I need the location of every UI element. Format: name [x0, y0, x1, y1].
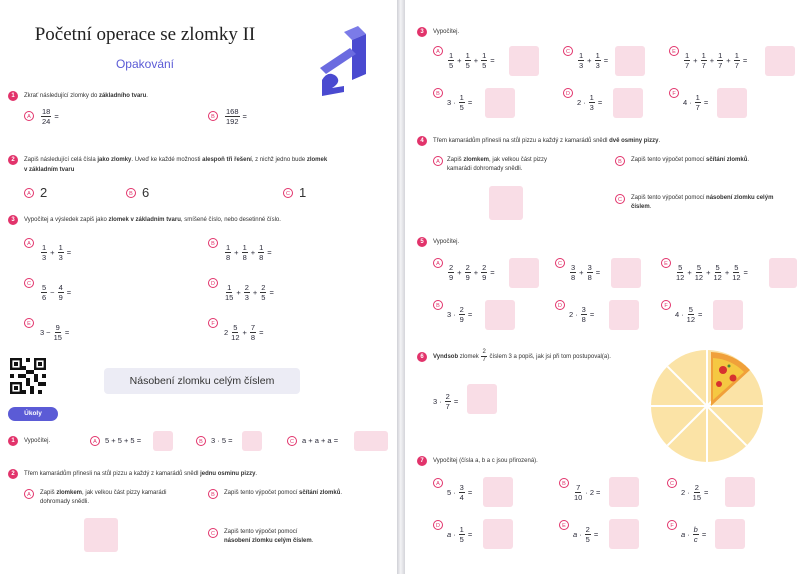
expression: 3 − $\frac{9}{15}$ =	[40, 323, 70, 342]
option-label: A	[24, 111, 34, 121]
subtask-text: Zapiš tento výpočet pomocí sčítání zlomků.	[631, 157, 750, 163]
answer-box[interactable]	[354, 431, 388, 451]
task-number: 6	[417, 352, 427, 362]
task-instruction: Vypočítej.	[433, 239, 460, 245]
answer-box[interactable]	[509, 258, 539, 288]
answer-box[interactable]	[509, 46, 539, 76]
expression: $\frac{5}{12}$ + $\frac{5}{12}$ + $\frac{5}{12}$ + $\frac{5}{12}$ =	[676, 263, 748, 282]
task-instruction: Třem kamarádům přinesli na stůl pizzu a každý z kamarádů snědl dvě osminy pizzy.	[433, 138, 661, 144]
answer-box[interactable]	[153, 431, 173, 451]
answer-box[interactable]	[242, 431, 262, 451]
expression: $\frac{1}{3}$ + $\frac{1}{3}$ =	[42, 243, 72, 262]
task-number: 2	[8, 469, 18, 479]
expression: 3 · $\frac{1}{5}$ =	[447, 93, 473, 112]
option-label: B	[433, 88, 443, 98]
option-label: A	[24, 188, 34, 198]
expression: $\frac{7}{10}$ · 2 =	[574, 483, 601, 502]
expression: $\frac{1}{5}$ + $\frac{1}{5}$ + $\frac{1}{5}$ =	[449, 51, 495, 70]
option-label: A	[433, 478, 443, 488]
option-label: C	[24, 278, 34, 288]
task-instruction: Zapiš následující celá čísla jako zlomky. Uveď ke každé možnosti alespoň tři řešení, z nichž jedno bude zlomek v základním tvaru	[24, 157, 328, 173]
option-label: E	[559, 520, 569, 530]
option-label: A	[24, 489, 34, 499]
expression: $\frac{1}{7}$ + $\frac{1}{7}$ + $\frac{1}{7}$ + $\frac{1}{7}$ =	[685, 51, 748, 70]
task-instruction: Vypočítej (čísla a, b a c jsou přirozená).	[433, 458, 538, 464]
number-value: 1	[299, 185, 307, 200]
option-label: C	[283, 188, 293, 198]
option-label: D	[555, 300, 565, 310]
option-label: B	[208, 238, 218, 248]
tasks-pill: Úkoly	[8, 407, 58, 421]
option-label: B	[615, 156, 625, 166]
task-instruction: Vyndsob zlomek $\frac{2}{7}$ číslem 3 a popiš, jak jsi při tom postupoval(a).	[433, 349, 611, 363]
fraction-logo-icon	[314, 24, 376, 98]
option-label: E	[669, 46, 679, 56]
task-number: 2	[8, 155, 18, 165]
option-label: B	[196, 436, 206, 446]
number-value: 6	[142, 185, 150, 200]
task-instruction: Vypočítej.	[433, 29, 460, 35]
expression: $\frac{1}{15}$ + $\frac{2}{3}$ + $\frac{2}{5}$ =	[225, 283, 274, 302]
answer-box[interactable]	[609, 519, 639, 549]
answer-box[interactable]	[467, 384, 497, 414]
option-label: D	[433, 520, 443, 530]
task-instruction: Třem kamarádům přinesli na stůl pizzu a každý z kamarádů snědl jednu osminu pizzy.	[24, 471, 258, 477]
option-label: C	[287, 436, 297, 446]
expression: 4 · $\frac{1}{7}$ =	[683, 93, 709, 112]
option-label: B	[208, 111, 218, 121]
expression: 5 + 5 + 5 =	[105, 436, 142, 445]
answer-box[interactable]	[725, 477, 755, 507]
option-label: C	[555, 258, 565, 268]
qr-code-icon[interactable]	[10, 358, 46, 394]
page-subtitle: Opakování	[115, 57, 175, 71]
answer-box[interactable]	[609, 300, 639, 330]
expression: 5 · $\frac{3}{4}$ =	[447, 483, 473, 502]
answer-box[interactable]	[489, 186, 523, 220]
task-instruction: Vypočítej a výsledek zapiš jako zlomek v základním tvaru, smíšené číslo, nebo desetinné číslo.	[24, 217, 281, 223]
subtask-text: Zapiš tento výpočet pomocí násobení zlomku celým číslem.	[224, 529, 314, 544]
task-number: 5	[417, 237, 427, 247]
subtask-text: Zapiš zlomkem, jak velkou část pizzy kamarádi dohromady snědli.	[447, 157, 548, 172]
answer-box[interactable]	[713, 300, 743, 330]
expression: a + a + a =	[302, 436, 339, 445]
expression: $\frac{1}{8}$ + $\frac{1}{8}$ + $\frac{1}{8}$ =	[226, 243, 272, 262]
expression: 2 · $\frac{2}{15}$ =	[681, 483, 709, 502]
subtask-text: Zapiš tento výpočet pomocí násobení zlomku celým číslem.	[631, 195, 774, 210]
answer-box[interactable]	[615, 46, 645, 76]
expression: 2 · $\frac{1}{3}$ =	[577, 93, 603, 112]
option-label: A	[24, 238, 34, 248]
answer-box[interactable]	[84, 518, 118, 552]
expression: 3 · $\frac{2}{9}$ =	[447, 305, 473, 324]
option-label: C	[208, 528, 218, 538]
expression: 4 · $\frac{5}{12}$ =	[675, 305, 703, 324]
pizza-icon	[649, 348, 765, 464]
expression: $\frac{3}{8}$ + $\frac{3}{8}$ =	[571, 263, 601, 282]
answer-box[interactable]	[483, 477, 513, 507]
option-label: D	[208, 278, 218, 288]
right-page	[405, 0, 800, 574]
task-number: 4	[417, 136, 427, 146]
subtask-text: Zapiš tento výpočet pomocí sčítání zlomků.	[224, 490, 343, 496]
number-value: 2	[40, 185, 48, 200]
option-label: F	[667, 520, 677, 530]
option-label: E	[661, 258, 671, 268]
answer-box[interactable]	[485, 300, 515, 330]
option-label: E	[24, 318, 34, 328]
task-number: 3	[8, 215, 18, 225]
option-label: B	[433, 300, 443, 310]
expression: a · $\frac{b}{c}$ =	[681, 525, 707, 544]
expression: $\frac{5}{6}$ − $\frac{4}{9}$ =	[42, 283, 72, 302]
option-label: F	[208, 318, 218, 328]
expression: $\frac{168}{192}$ =	[226, 107, 247, 126]
answer-box[interactable]	[611, 258, 641, 288]
option-label: A	[433, 156, 443, 166]
answer-box[interactable]	[715, 519, 745, 549]
option-label: B	[208, 489, 218, 499]
expression: a · $\frac{1}{5}$ =	[447, 525, 473, 544]
answer-box[interactable]	[485, 88, 515, 118]
section-banner: Násobení zlomku celým číslem	[104, 368, 300, 394]
task-number: 1	[8, 91, 18, 101]
option-label: A	[433, 258, 443, 268]
expression: 2 $\frac{5}{12}$ + $\frac{7}{8}$ =	[224, 323, 264, 342]
expression: $\frac{1}{3}$ + $\frac{1}{3}$ =	[579, 51, 609, 70]
answer-box[interactable]	[609, 477, 639, 507]
answer-box[interactable]	[483, 519, 513, 549]
option-label: C	[667, 478, 677, 488]
task-instruction: Zkrať následující zlomky do základního tvaru.	[24, 93, 148, 99]
task-number: 7	[417, 456, 427, 466]
option-label: F	[669, 88, 679, 98]
subtask-text: Zapiš zlomkem, jak velkou část pizzy kamarádi dohromady snědli.	[40, 490, 167, 505]
expression: a · $\frac{2}{5}$ =	[573, 525, 599, 544]
option-label: C	[563, 46, 573, 56]
expression: $\frac{18}{24}$ =	[42, 107, 59, 126]
left-page	[0, 0, 397, 574]
answer-box[interactable]	[613, 88, 643, 118]
option-label: B	[126, 188, 136, 198]
option-label: C	[615, 194, 625, 204]
expression: $\frac{2}{9}$ + $\frac{2}{9}$ + $\frac{2}{9}$ =	[449, 263, 495, 282]
answer-box[interactable]	[717, 88, 747, 118]
task-number: 1	[8, 436, 18, 446]
task-number: 3	[417, 27, 427, 37]
expression: 3 · $\frac{2}{7}$ =	[433, 392, 459, 411]
answer-box[interactable]	[769, 258, 797, 288]
expression: 3 · 5 =	[211, 436, 233, 445]
option-label: D	[563, 88, 573, 98]
option-label: F	[661, 300, 671, 310]
expression: 2 · $\frac{3}{8}$ =	[569, 305, 595, 324]
option-label: B	[559, 478, 569, 488]
page-title: Početní operace se zlomky II	[34, 24, 256, 45]
book-gutter	[397, 0, 405, 574]
answer-box[interactable]	[765, 46, 795, 76]
option-label: A	[433, 46, 443, 56]
option-label: A	[90, 436, 100, 446]
task-instruction: Vypočítej.	[24, 438, 51, 444]
